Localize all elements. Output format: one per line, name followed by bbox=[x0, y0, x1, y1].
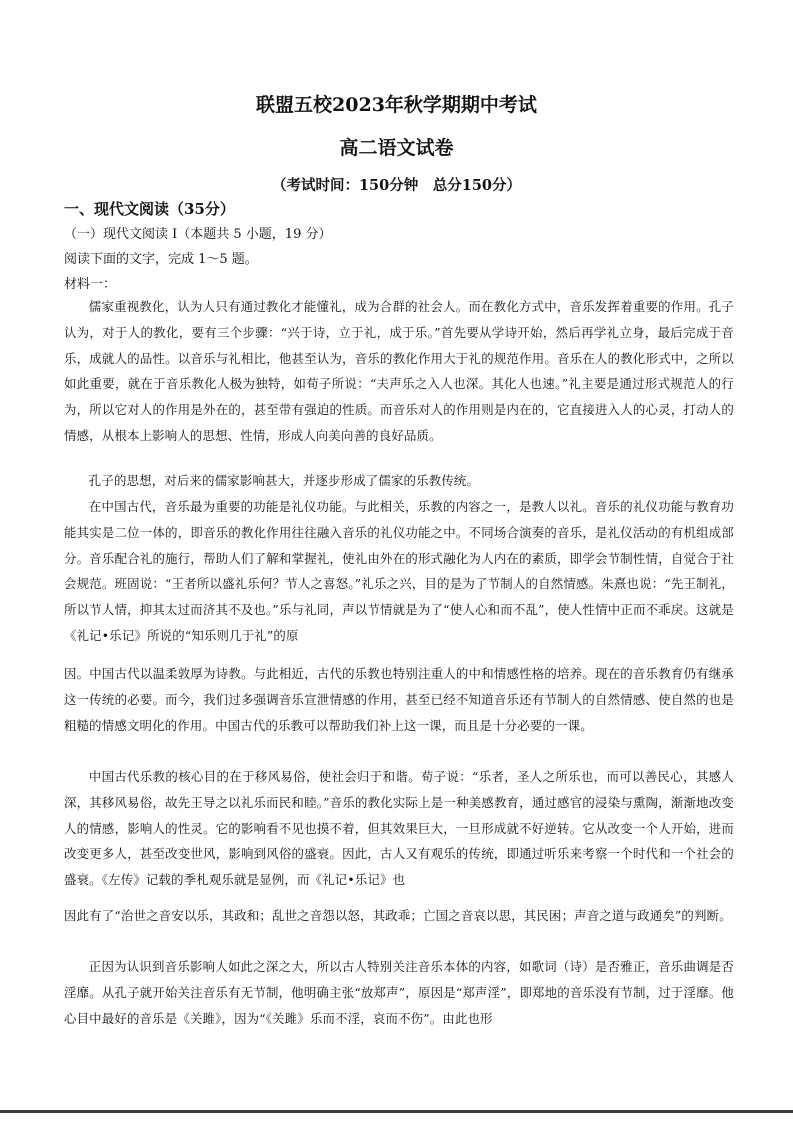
sub-heading: （一）现代文阅读 I（本题共 5 小题，19 分） bbox=[64, 227, 332, 242]
paragraph: 正因为认识到音乐影响人如此之深之大，所以古人特别关注音乐本体的内容，如歌词（诗）是否雅正，音乐曲调是否淫靡。从孔子就开始关注音乐有无节制，他明确主张“放郑声”，原因是“郑声淫”，即郑地的音乐没有节制，过于淫靡。他心目中最好的音乐是《关雎》，因为“《关雎》乐而不淫，哀而不伤”。由此也形 bbox=[64, 959, 734, 1026]
paragraph: 因此有了“治世之音安以乐，其政和；乱世之音怨以怒，其政乖；亡国之音哀以思，其民困；声音之道与政通矣”的判断。 bbox=[64, 908, 732, 923]
paragraph: 中国古代乐教的核心目的在于移风易俗，使社会归于和谐。荀子说：“乐者，圣人之所乐也，而可以善民心，其感人深，其移风易俗，故先王导之以礼乐而民和睦。”音乐的教化实际上是一种美感教育，通过感官的浸染与熏陶，渐渐地改变人的情感，影响人的性灵。它的影响看不见也摸不着，但其效果巨大，一旦形成就不好逆转。它从改变一个人开始，进而改变更多人，甚至改变世风，影响到风俗的盛衰。因此，古人又有观乐的传统，即通过听乐来考察一个时代和一个社会的盛衰。《左传》记载的季札观乐就是显例，而《礼记•乐记》也 bbox=[64, 769, 734, 888]
paragraph: 孔子的思想，对后来的儒家影响甚大，并逐步形成了儒家的乐教传统。 bbox=[88, 473, 480, 488]
paragraph: 儒家重视教化，认为人只有通过教化才能懂礼，成为合群的社会人。而在教化方式中，音乐发挥着重要的作用。孔子认为，对于人的教化，要有三个步骤：“兴于诗，立于礼，成于乐。”首先要从学诗开始，然后再学礼立身，最后完成于音乐，成就人的品性。以音乐与礼相比，他甚至认为，音乐的教化作用大于礼的规范作用。音乐在人的教化形式中，之所以如此重要，就在于音乐教化人极为独特，如荀子所说：“夫声乐之入人也深。其化人也速。”礼主要是通过形式规范人的行为，所以它对人的作用是外在的，甚至带有强迫的性质。而音乐对人的作用则是内在的，它直接进入人的心灵，打动人的情感，从根本上影响人的思想、性情，形成人向美向善的良好品质。 bbox=[64, 299, 734, 443]
paragraph: 因。中国古代以温柔敦厚为诗教。与此相近，古代的乐教也特别注重人的中和情感性格的培养。现在的音乐教育仍有继承这一传统的必要。而今，我们过多强调音乐宣泄情感的作用，甚至已经不知道音乐还有节制人的自然情感、使自然的也是粗糙的情感文明化的作用。中国古代的乐教可以帮助我们补上这一课，而且是十分必要的一课。 bbox=[64, 666, 734, 733]
instruction: 阅读下面的文字，完成 1～5 题。 bbox=[64, 252, 258, 267]
section-heading: 一、现代文阅读（35分） bbox=[64, 200, 235, 218]
paragraph: 在中国古代，音乐最为重要的功能是礼仪功能。与此相关，乐教的内容之一，是教人以礼。音乐的礼仪功能与教育功能其实是二位一体的，即音乐的教化作用往往融入音乐的礼仪功能之中。不同场合演奏的音乐，是礼仪活动的有机组成部分。音乐配合礼的施行，帮助人们了解和掌握礼，使礼由外在的形式融化为人内在的素质，即学会节制性情，自觉合于社会规范。班固说：“王者所以盛礼乐何？节人之喜怒。”礼乐之兴，目的是为了节制人的自然情感。朱熹也说：“先王制礼，所以节人情，抑其太过而济其不及也。”乐与礼同，声以节情就是为了“使人心和而不乱”，使人性情中正而不乖戾。这就是《礼记•乐记》所说的“知乐则几于礼”的原 bbox=[64, 499, 734, 643]
exam-info: （考试时间：150分钟 总分150分） bbox=[271, 177, 522, 194]
exam-subtitle: 高二语文试卷 bbox=[339, 137, 454, 159]
material-label: 材料一： bbox=[64, 277, 117, 292]
page-bottom-border bbox=[0, 1110, 793, 1113]
exam-title: 联盟五校2023年秋学期期中考试 bbox=[256, 94, 537, 116]
